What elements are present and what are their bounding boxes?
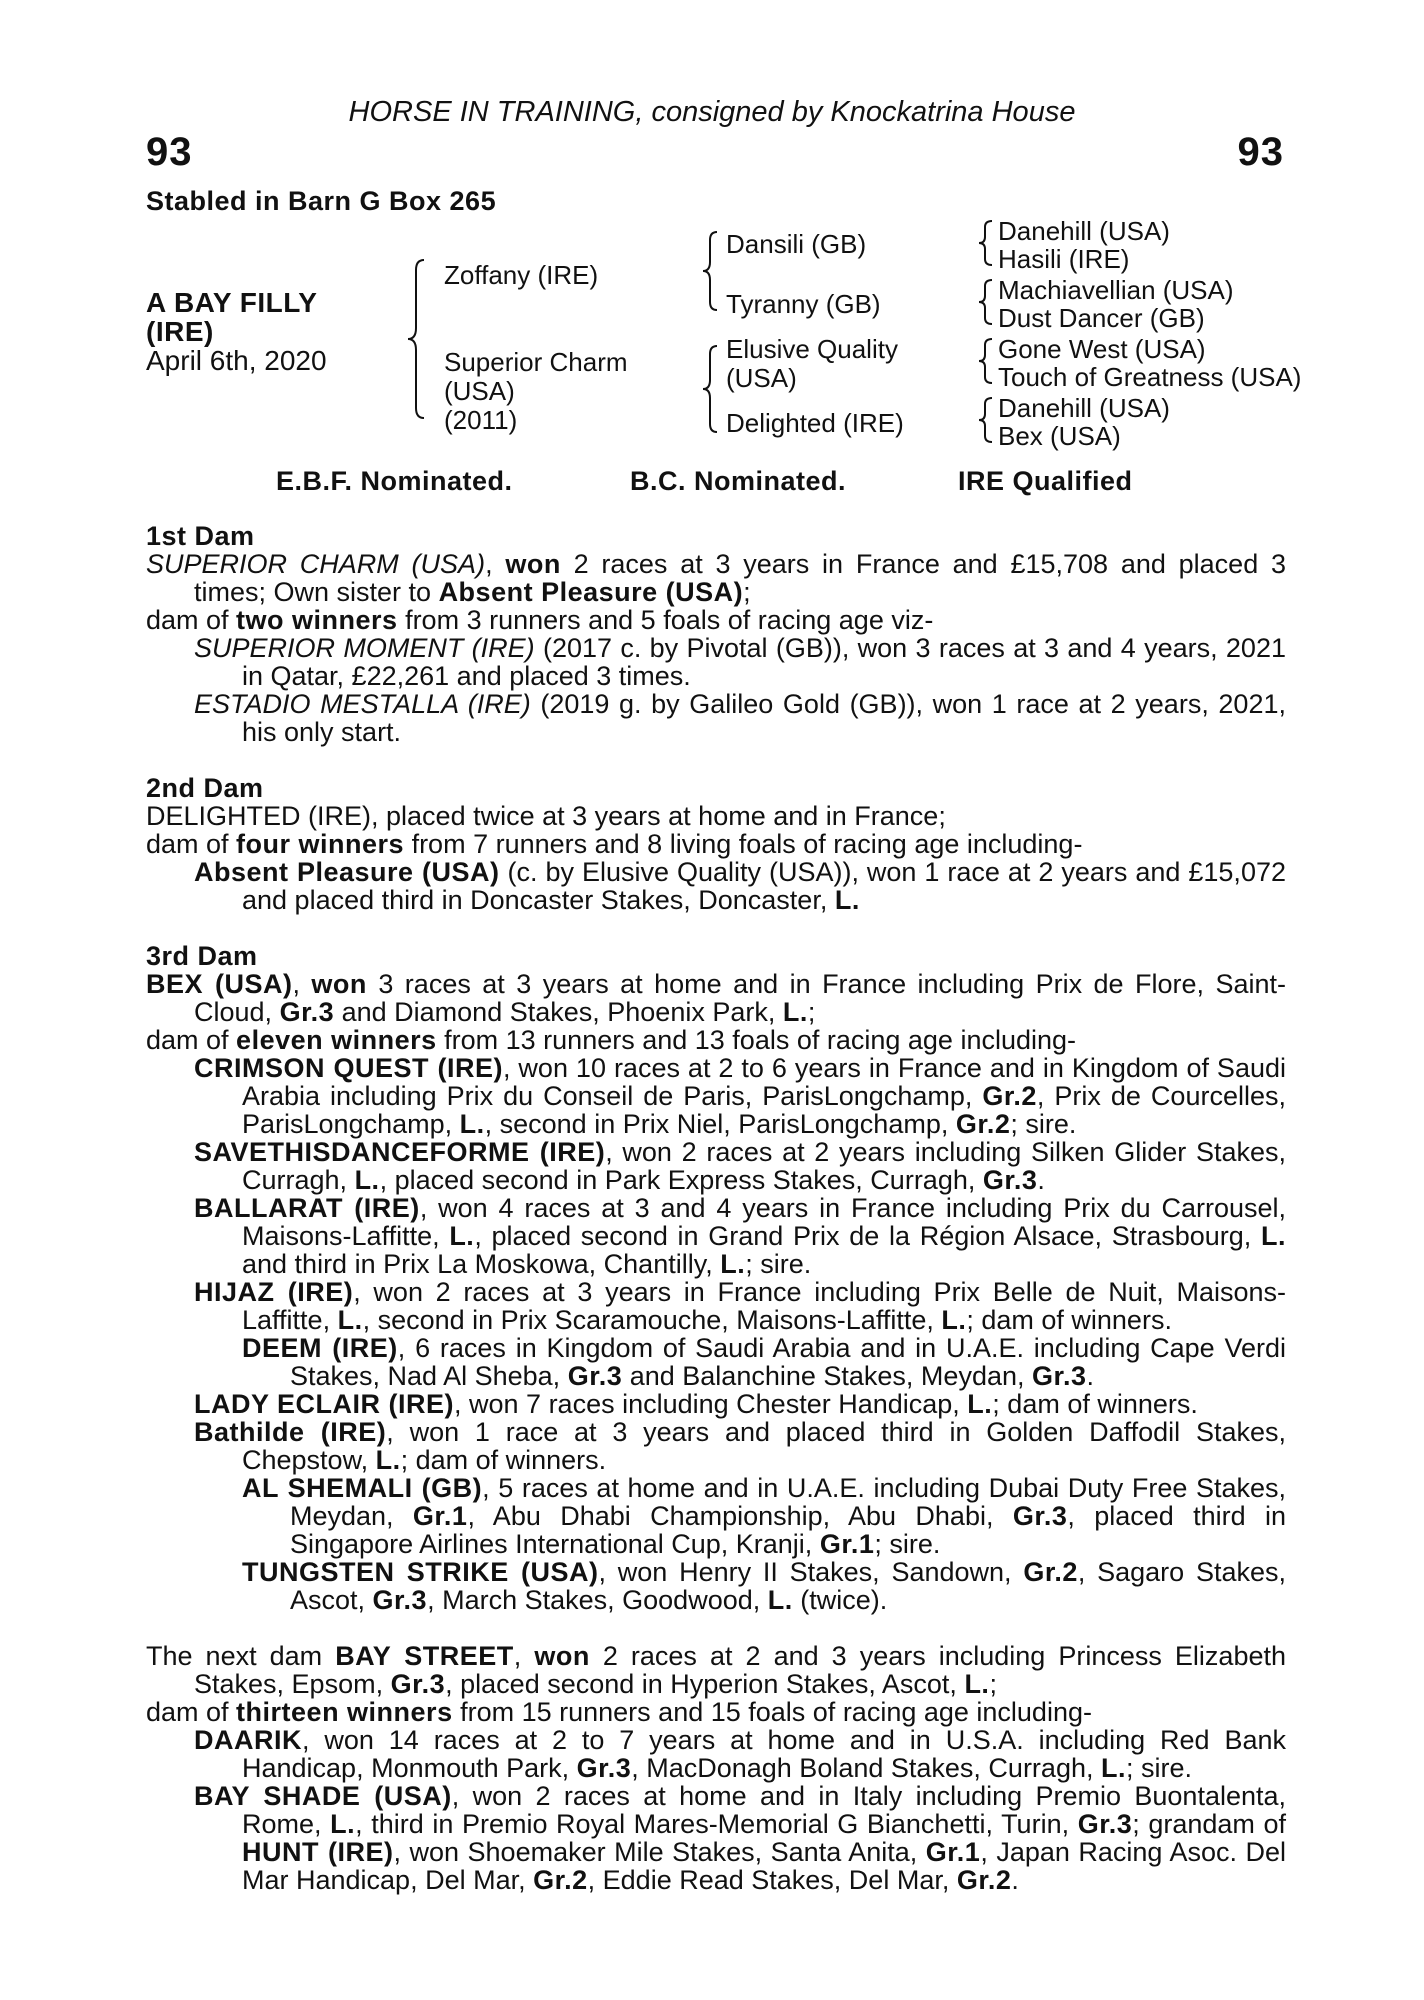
text-run: , MacDonagh Boland Stakes, Curragh, [631, 1753, 1101, 1783]
pedigree-dam-dam: Delighted (IRE) [726, 408, 904, 438]
text-run: SUPERIOR MOMENT (IRE) [194, 633, 535, 663]
text-run: Gr.1 [412, 1501, 468, 1531]
pedigree-brace-generation-1 [404, 258, 428, 420]
text-run: won [534, 1641, 590, 1671]
text-run: Gr.3 [1077, 1809, 1133, 1839]
family-paragraph [146, 1642, 1286, 1698]
text-run: Absent Pleasure (USA) [438, 577, 744, 607]
text-run: , won 2 races at 3 years in France including Prix Belle de Nuit, Maisons-Laffitte, [242, 1277, 1287, 1335]
text-run: two winners [236, 605, 398, 635]
section-title: 2nd Dam [146, 773, 264, 803]
family-paragraph [146, 1026, 1286, 1054]
text-run: won [505, 549, 561, 579]
text-run: Gr.2 [956, 1865, 1012, 1895]
text-run: L. [1100, 1753, 1126, 1783]
family-details [146, 522, 1286, 1894]
text-run: from 3 runners and 5 foals of racing age viz- [397, 605, 934, 635]
text-run: ; sire. [1125, 1753, 1192, 1783]
pedigree-g4-3: Machiavellian (USA) [998, 275, 1234, 305]
text-run: and third in Prix La Moskowa, Chantilly, [242, 1249, 721, 1279]
text-run: L. [964, 1669, 990, 1699]
text-run: L. [1261, 1221, 1286, 1251]
text-run: Gr.2 [982, 1081, 1037, 1111]
family-paragraph [146, 1418, 1286, 1474]
stabled-location: Stabled in Barn G Box 265 [146, 186, 497, 216]
family-paragraph [146, 1558, 1286, 1614]
family-paragraph [146, 858, 1286, 914]
text-run: , Prix de Courcelles, ParisLongchamp, [242, 1081, 1286, 1139]
text-run: Gr.3 [279, 997, 335, 1027]
text-run: ; [807, 997, 816, 1027]
text-run: 2 races at 3 years in France and £15,708 and placed 3 times; Own sister to [194, 549, 1286, 607]
text-run: , 6 races in Kingdom of Saudi Arabia and in U.A.E. including Cape Verdi Stakes, Nad Al Sheba, [290, 1333, 1287, 1391]
text-run: and Balanchine Stakes, Meydan, [622, 1361, 1032, 1391]
text-run: BAY SHADE (USA) [194, 1781, 452, 1811]
text-run: DEEM (IRE) [242, 1333, 398, 1363]
text-run: dam of [146, 605, 237, 635]
family-paragraph [146, 1782, 1286, 1894]
text-run: , won 2 races at 2 years including Silken Glider Stakes, Curragh, [242, 1137, 1287, 1195]
text-run: , won 14 races at 2 to 7 years at home and in U.S.A. including Red Bank Handicap, Monmouth Park, [242, 1725, 1286, 1783]
text-run: L. [459, 1109, 485, 1139]
family-paragraph [146, 1698, 1286, 1726]
family-paragraph [146, 830, 1286, 858]
text-run: SAVETHISDANCEFORME (IRE) [194, 1137, 606, 1167]
text-run: ESTADIO MESTALLA (IRE) [194, 689, 531, 719]
pedigree-sire-dam: Tyranny (GB) [726, 289, 881, 319]
pedigree-g4-7: Danehill (USA) [998, 393, 1170, 423]
text-run: , placed third in Singapore Airlines International Cup, Kranji, [290, 1501, 1286, 1559]
text-run: , won 2 races at home and in Italy including Premio Buontalenta, Rome, [242, 1781, 1287, 1839]
pedigree-g4-5: Gone West (USA) [998, 334, 1206, 364]
text-run: AL SHEMALI (GB) [242, 1473, 483, 1503]
family-paragraph [146, 1138, 1286, 1194]
text-run: BALLARAT (IRE) [194, 1193, 420, 1223]
text-run: , Sagaro Stakes, Ascot, [290, 1557, 1286, 1615]
text-run: ; [989, 1669, 997, 1699]
pedigree-dam-sire: Elusive Quality (USA) [726, 334, 898, 393]
text-run: Gr.3 [982, 1165, 1038, 1195]
pedigree-brace-g4-4 [976, 395, 996, 445]
text-run: . [1037, 1165, 1045, 1195]
text-run: Gr.2 [533, 1865, 588, 1895]
text-run: , Abu Dhabi Championship, Abu Dhabi, [467, 1501, 1013, 1531]
text-run: , second in Prix Niel, ParisLongchamp, [484, 1109, 956, 1139]
text-run: from 15 runners and 15 foals of racing age including- [452, 1697, 1092, 1727]
text-run: four winners [236, 829, 405, 859]
bc-nomination: B.C. Nominated. [630, 466, 847, 496]
text-run: , won 10 races at 2 to 6 years in France and in Kingdom of Saudi Arabia including Prix du Conseil de Paris, ParisLongchamp, [242, 1053, 1286, 1111]
lot-number-left: 93 [146, 130, 193, 174]
pedigree-brace-g4-3 [976, 336, 996, 386]
text-run: Gr.3 [372, 1585, 428, 1615]
ire-qualified: IRE Qualified [958, 466, 1133, 496]
foaling-date: April 6th, 2020 [146, 345, 327, 376]
text-run: dam of [146, 1697, 237, 1727]
family-paragraph [146, 1726, 1286, 1782]
text-run: , third in Premio Royal Mares-Memorial G Bianchetti, Turin, [355, 1809, 1078, 1839]
text-run: , [513, 1641, 535, 1671]
text-run: L. [767, 1585, 793, 1615]
text-run: L. [720, 1249, 746, 1279]
text-run: , Eddie Read Stakes, Del Mar, [587, 1865, 957, 1895]
section-gap [146, 1614, 1286, 1642]
text-run: , won 4 races at 3 and 4 years in France including Prix du Carrousel, Maisons-Laffitte, [242, 1193, 1286, 1251]
horse-country: (IRE) [146, 316, 214, 347]
text-run: Gr.1 [819, 1529, 875, 1559]
text-run: Gr.2 [955, 1109, 1011, 1139]
text-run: (twice). [792, 1585, 888, 1615]
pedigree-g4-6: Touch of Greatness (USA) [998, 362, 1302, 392]
pedigree-g4-8: Bex (USA) [998, 421, 1121, 451]
text-run: (c. by Elusive Quality (USA)), won 1 race at 2 years and £15,072 and placed third in Doncaster Stakes, Doncaster, [242, 857, 1286, 915]
text-run: , won Henry II Stakes, Sandown, [598, 1557, 1024, 1587]
text-run: and Diamond Stakes, Phoenix Park, [334, 997, 783, 1027]
section-title: 1st Dam [146, 521, 255, 551]
text-run: (2019 g. by Galileo Gold (GB)), won 1 race at 2 years, 2021, his only start. [242, 689, 1286, 747]
family-paragraph [146, 1390, 1286, 1418]
text-run: , won Shoemaker Mile Stakes, Santa Anita, [393, 1837, 926, 1867]
pedigree-brace-g4-1 [976, 218, 996, 268]
text-run: . [1011, 1865, 1019, 1895]
text-run: L. [375, 1445, 401, 1475]
family-paragraph [146, 690, 1286, 746]
text-run: 3 races at 3 years at home and in France including Prix de Flore, Saint-Cloud, [194, 969, 1286, 1027]
horse-sex-color: A BAY FILLY [146, 287, 318, 318]
pedigree-g4-1: Danehill (USA) [998, 216, 1170, 246]
text-run: SUPERIOR CHARM (USA) [146, 549, 486, 579]
text-run: L. [782, 997, 808, 1027]
family-paragraph [146, 1334, 1286, 1390]
text-run: TUNGSTEN STRIKE (USA) [242, 1557, 599, 1587]
text-run: ; [743, 577, 751, 607]
family-paragraph [146, 970, 1286, 1026]
text-run: , placed second in Hyperion Stakes, Ascot, [445, 1669, 965, 1699]
family-paragraph [146, 802, 1286, 830]
text-run: L. [941, 1305, 967, 1335]
text-run: Gr.3 [1032, 1361, 1087, 1391]
text-run: ; sire. [745, 1249, 812, 1279]
text-run: , Japan Racing Asoc. Del Mar Handicap, Del Mar, [242, 1837, 1287, 1895]
text-run: , placed second in Grand Prix de la Région Alsace, Strasbourg, [474, 1221, 1261, 1251]
pedigree-g4-2: Hasili (IRE) [998, 244, 1130, 274]
pedigree-dam: Superior Charm (USA) (2011) [444, 347, 628, 435]
pedigree-g4-4: Dust Dancer (GB) [998, 303, 1205, 333]
text-run: won [311, 969, 367, 999]
family-paragraph [146, 1474, 1286, 1558]
text-run: Gr.1 [925, 1837, 981, 1867]
text-run: , March Stakes, Goodwood, [427, 1585, 768, 1615]
pedigree-brace-g4-2 [976, 277, 996, 327]
family-paragraph [146, 550, 1286, 606]
family-paragraph [146, 634, 1286, 690]
text-run: ; sire. [874, 1529, 941, 1559]
text-run: DELIGHTED (IRE), placed twice at 3 years at home and in France; [146, 801, 946, 831]
text-run: L. [834, 885, 860, 915]
text-run: Gr.2 [1023, 1557, 1078, 1587]
pedigree-sire: Zoffany (IRE) [444, 260, 599, 290]
family-paragraph [146, 1194, 1286, 1278]
text-run: L. [330, 1809, 356, 1839]
family-paragraph [146, 1054, 1286, 1138]
horse-description [146, 288, 327, 375]
text-run: CRIMSON QUEST (IRE) [194, 1053, 503, 1083]
family-paragraph [146, 1278, 1286, 1334]
text-run: eleven winners [236, 1025, 437, 1055]
text-run: dam of [146, 829, 237, 859]
text-run: thirteen winners [236, 1697, 453, 1727]
text-run: L. [337, 1305, 363, 1335]
text-run: HUNT (IRE) [242, 1837, 394, 1867]
text-run: , won 7 races including Chester Handicap, [454, 1389, 968, 1419]
text-run: BEX (USA) [146, 969, 293, 999]
text-run: , won 1 race at 3 years and placed third in Golden Daffodil Stakes, Chepstow, [242, 1417, 1286, 1475]
text-run: Bathilde (IRE) [194, 1417, 387, 1447]
text-run: HIJAZ (IRE) [194, 1277, 354, 1307]
text-run: L. [967, 1389, 993, 1419]
text-run: , [485, 549, 506, 579]
text-run: LADY ECLAIR (IRE) [194, 1389, 455, 1419]
text-run: dam of [146, 1025, 237, 1055]
pedigree-brace-sire-parents [700, 230, 720, 312]
section-gap [146, 746, 1286, 774]
text-run: DAARIK [194, 1725, 302, 1755]
text-run: 2 races at 2 and 3 years including Princess Elizabeth Stakes, Epsom, [194, 1641, 1286, 1699]
text-run: ; dam of winners. [400, 1445, 607, 1475]
pedigree-sire-sire: Dansili (GB) [726, 229, 867, 259]
text-run: Gr.3 [390, 1669, 446, 1699]
text-run: The next dam [146, 1641, 336, 1671]
ebf-nomination: E.B.F. Nominated. [276, 466, 513, 496]
text-run: , placed second in Park Express Stakes, Curragh, [379, 1165, 983, 1195]
text-run: ; dam of winners. [992, 1389, 1198, 1419]
text-run: Gr.3 [1012, 1501, 1068, 1531]
text-run: L. [354, 1165, 380, 1195]
text-run: (2017 c. by Pivotal (GB)), won 3 races at 3 and 4 years, 2021 in Qatar, £22,261 and placed 3 times. [242, 633, 1286, 691]
text-run: , [292, 969, 312, 999]
catalogue-header: HORSE IN TRAINING, consigned by Knockatrina House [348, 96, 1076, 128]
text-run: ; dam of winners. [966, 1305, 1172, 1335]
text-run: from 13 runners and 13 foals of racing age including- [436, 1025, 1077, 1055]
section-title: 3rd Dam [146, 941, 258, 971]
text-run: Gr.3 [576, 1753, 632, 1783]
text-run: L. [449, 1221, 475, 1251]
text-run: Gr.3 [567, 1361, 623, 1391]
family-paragraph [146, 606, 1286, 634]
text-run: Absent Pleasure (USA) [194, 857, 500, 887]
text-run: , 5 races at home and in U.A.E. including Dubai Duty Free Stakes, Meydan, [290, 1473, 1286, 1531]
text-run: ; sire. [1010, 1109, 1077, 1139]
lot-number-right: 93 [1237, 130, 1284, 174]
section-gap [146, 914, 1286, 942]
pedigree-brace-dam-parents [700, 344, 720, 434]
text-run: from 7 runners and 8 living foals of racing age including- [404, 829, 1083, 859]
text-run: ; grandam of [1132, 1809, 1287, 1839]
text-run: , second in Prix Scaramouche, Maisons-Laffitte, [362, 1305, 942, 1335]
text-run: BAY STREET [335, 1641, 514, 1671]
text-run: . [1086, 1361, 1095, 1391]
